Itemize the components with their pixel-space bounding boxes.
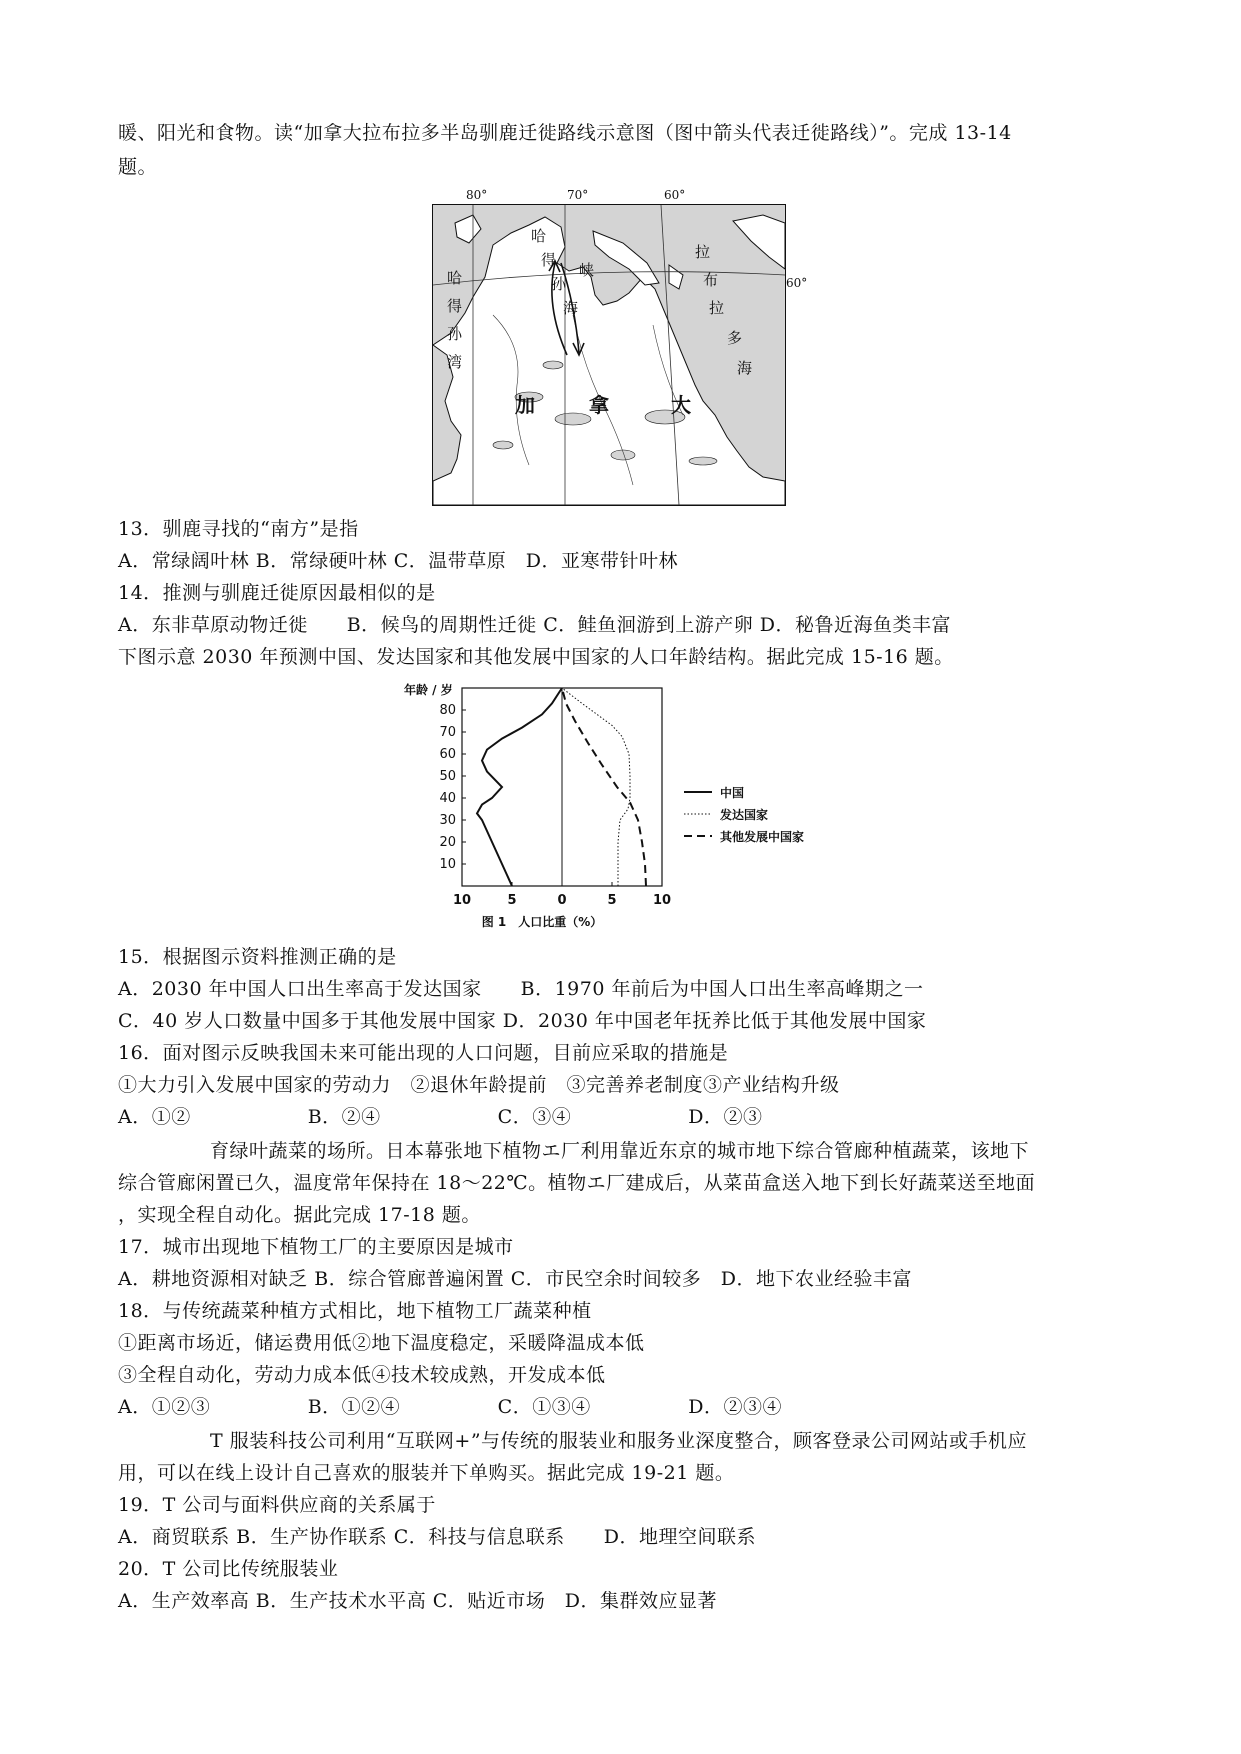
hudson-bay-char-1: 哈 — [447, 269, 463, 287]
canada-char-1: 加 — [515, 393, 535, 417]
x-tick-label: 0 — [557, 893, 567, 908]
intro-2: 下图示意 2030 年预测中国、发达国家和其他发展中国家的人口年龄结构。据此完成 15-16 题。 — [118, 646, 954, 668]
intro-3-line-2: 综合管廊闲置已久，温度常年保持在 18～22℃。植物エ厂建成后，从菜苗盒送入地下到长好蔬菜送至地面 — [118, 1172, 1036, 1194]
labrador-sea-char-1: 拉 — [695, 243, 711, 261]
intro-line-1: 暖、阳光和食物。读“加拿大拉布拉多半岛驯鹿迁徙路线示意图（图中箭头代表迁徙路线）”。完成 13-14 — [118, 122, 1012, 144]
q19-options: A．商贸联系 B．生产协作联系 C．科技与信息联系 D．地理空间联系 — [118, 1526, 757, 1548]
hudson-strait-char-5: 峡 — [579, 261, 595, 279]
q13-options: A．常绿阔叶林 B．常绿硬叶林 C．温带草原 D．亚寒带针叶林 — [118, 550, 679, 572]
y-axis-label: 年龄 / 岁 — [404, 683, 453, 697]
q16-stem: 16．面对图示反映我国未来可能出现的人口问题，目前应采取的措施是 — [118, 1042, 729, 1064]
q15-stem: 15．根据图示资料推测正确的是 — [118, 946, 397, 968]
legend-label-1: 发达国家 — [720, 808, 769, 822]
q18-items-2: ③全程自动化，劳动力成本低④技术较成熟，开发成本低 — [118, 1364, 606, 1386]
population-chart — [400, 678, 840, 933]
y-tick-label: 80 — [439, 703, 456, 718]
labrador-sea-char-3: 拉 — [709, 299, 725, 317]
hudson-strait-char-3: 孙 — [551, 275, 567, 293]
population-chart-svg — [400, 678, 840, 933]
y-tick-label: 10 — [439, 857, 456, 872]
intro-3-line-3: ，实现全程自动化。据此完成 17-18 题。 — [118, 1204, 481, 1226]
q18-options: A．①②③ B．①②④ C．①③④ D．②③④ — [118, 1396, 782, 1418]
hudson-bay-char-2: 得 — [447, 297, 463, 315]
labrador-map — [432, 204, 786, 506]
q14-options: A．东非草原动物迁徙 B．候鸟的周期性迁徙 C．鲑鱼洄游到上游产卵 D．秘鲁近海鱼类丰富 — [118, 614, 952, 636]
x-tick-label: 10 — [452, 893, 472, 908]
chart-title: 图 1 人口比重（%） — [481, 915, 603, 929]
q16-options: A．①② B．②④ C．③④ D．②③ — [118, 1106, 763, 1128]
hudson-bay-char-3: 孙 — [447, 325, 463, 343]
map-degree-80: 80° — [466, 188, 488, 202]
series-line-0 — [477, 688, 562, 886]
y-tick-label: 70 — [439, 725, 456, 740]
labrador-sea-char-4: 多 — [727, 329, 743, 347]
map-degree-70: 70° — [567, 188, 589, 202]
q17-options: A．耕地资源相对缺乏 B．综合管廊普遍闲置 C．市民空余时间较多 D．地下农业经验丰富 — [118, 1268, 913, 1290]
q13-stem: 13．驯鹿寻找的“南方”是指 — [118, 518, 359, 540]
map-degree-60-right: 60° — [786, 276, 808, 290]
canada-char-2: 拿 — [589, 393, 609, 417]
x-tick-label: 10 — [652, 893, 672, 908]
y-tick-label: 20 — [439, 835, 456, 850]
y-tick-label: 60 — [439, 747, 456, 762]
map-drawing — [433, 205, 785, 505]
q17-stem: 17．城市出现地下植物工厂的主要原因是城市 — [118, 1236, 514, 1258]
intro-3-line-1: 育绿叶蔬菜的场所。日本幕张地下植物エ厂利用靠近东京的城市地下综合管廊种植蔬菜，该地下 — [210, 1140, 1030, 1162]
legend-label-2: 其他发展中国家 — [720, 830, 805, 844]
labrador-sea-char-2: 布 — [703, 271, 719, 289]
q18-items-1: ①距离市场近，储运费用低②地下温度稳定，采暖降温成本低 — [118, 1332, 645, 1354]
intro-4-line-2: 用，可以在线上设计自己喜欢的服装并下单购买。据此完成 19-21 题。 — [118, 1462, 735, 1484]
q19-stem: 19．T 公司与面料供应商的关系属于 — [118, 1494, 436, 1516]
q14-stem: 14．推测与驯鹿迁徙原因最相似的是 — [118, 582, 436, 604]
intro-4-line-1: T 服装科技公司利用“互联网+”与传统的服装业和服务业深度整合，顾客登录公司网站或手机应 — [210, 1430, 1028, 1452]
q15-options-ab: A．2030 年中国人口出生率高于发达国家 B．1970 年前后为中国人口出生率高峰期之一 — [118, 978, 924, 1000]
y-tick-label: 30 — [439, 813, 456, 828]
q16-items: ①大力引入发展中国家的劳动力 ②退休年龄提前 ③完善养老制度③产业结构升级 — [118, 1074, 840, 1096]
y-tick-label: 50 — [439, 769, 456, 784]
q20-options: A．生产效率高 B．生产技术水平高 C．贴近市场 D．集群效应显著 — [118, 1590, 718, 1612]
labrador-sea-char-5: 海 — [737, 359, 753, 377]
series-line-2 — [562, 688, 646, 886]
canada-char-3: 大 — [671, 393, 691, 417]
y-tick-label: 40 — [439, 791, 456, 806]
q15-options-cd: C．40 岁人口数量中国多于其他发展中国家 D．2030 年中国老年抚养比低于其他发展中国家 — [118, 1010, 927, 1032]
x-tick-label: 5 — [507, 893, 517, 908]
intro-line-2: 题。 — [118, 156, 158, 178]
x-tick-label: 5 — [607, 893, 617, 908]
legend-label-0: 中国 — [720, 786, 745, 800]
hudson-strait-char-1: 哈 — [531, 227, 547, 245]
map-degree-60-top: 60° — [664, 188, 686, 202]
hudson-bay-char-4: 湾 — [447, 353, 463, 371]
hudson-strait-char-2: 得 — [541, 251, 557, 269]
q18-stem: 18．与传统蔬菜种植方式相比，地下植物工厂蔬菜种植 — [118, 1300, 592, 1322]
hudson-strait-char-4: 海 — [563, 299, 579, 317]
q20-stem: 20．T 公司比传统服装业 — [118, 1558, 339, 1580]
